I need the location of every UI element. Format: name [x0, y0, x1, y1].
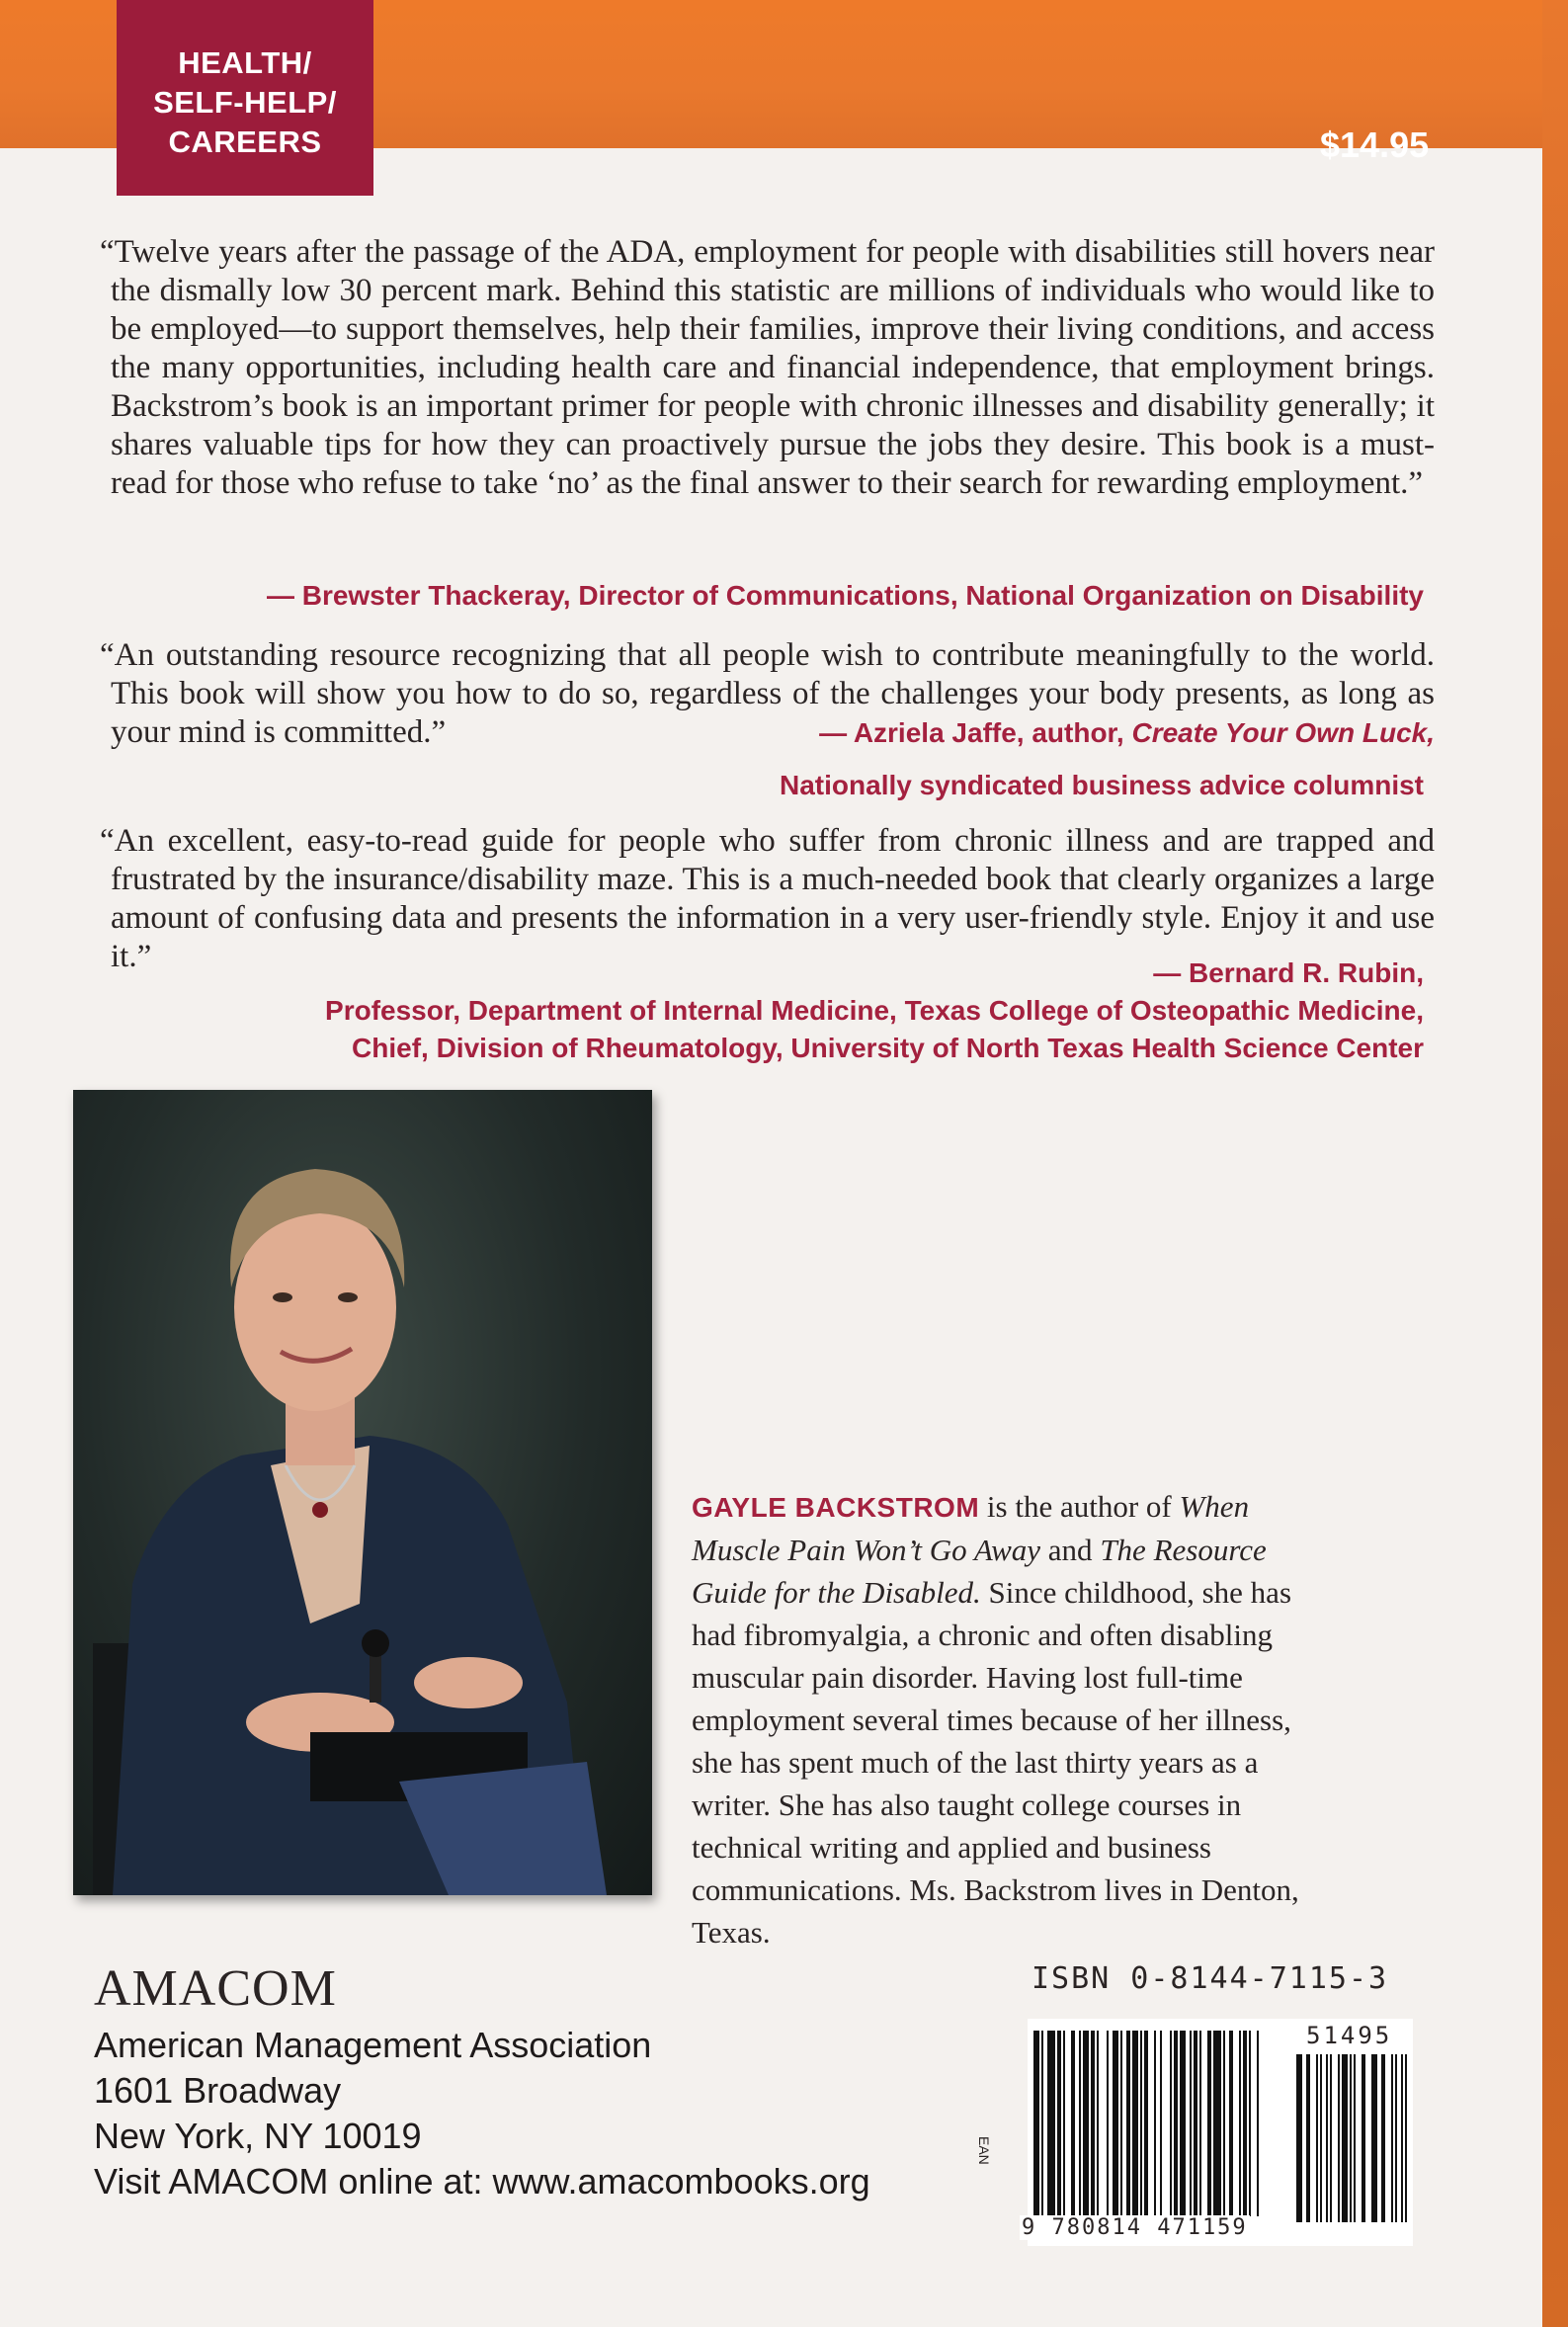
barcode-addon-bar — [1381, 2054, 1385, 2222]
barcode-bar — [1132, 2031, 1138, 2216]
barcode-bar — [1170, 2031, 1172, 2216]
barcode-bar — [1243, 2031, 1247, 2216]
publisher-name: AMACOM — [94, 1960, 337, 2017]
barcode-addon-bar — [1306, 2054, 1310, 2222]
barcode-bar — [1194, 2031, 1197, 2216]
barcode-bar — [1033, 2031, 1039, 2216]
quote-2-attribution — [819, 713, 1435, 752]
quote-1-text: “Twelve years after the passage of the ADA, employment for people with disabilities still hovers near the dismally low 30 percent mark. Behind this statistic are millions of individuals who would like to be employed—to support themselves, help their families, improve their living conditions, and access the many opportunities, including health care and financial independence, that employment brings. Backstrom’s book is an important primer for people with chronic illnesses and disability generally; it shares valuable tips for how they can proactively pursue the jobs they desire. This book is a must-read for those who refuse to take ‘no’ as the final answer to their search for rewarding employment.” — [100, 234, 1435, 501]
ean-number: 9 780814 471159 — [1022, 2215, 1248, 2240]
cover-edge — [1542, 0, 1568, 2327]
category-label-box — [117, 0, 373, 196]
barcode-addon-bar — [1405, 2054, 1407, 2222]
barcode-addon-bar — [1296, 2054, 1302, 2222]
barcode-addon-bar — [1395, 2054, 1397, 2222]
quote-2-attribution-prefix: — Azriela Jaffe, author, — [819, 717, 1132, 748]
barcode-addon-bar — [1391, 2054, 1393, 2222]
quote-3-text: “An excellent, easy-to-read guide for people who suffer from chronic illness and are trapped and frustrated by the insurance/disability maze. This is a much-needed book that clearly organizes a large amount of confusing data and presents the information in a very user-friendly style. Enjoy it and use it.” — [100, 823, 1435, 974]
isbn: ISBN 0-8144-7115-3 — [1032, 1961, 1389, 1996]
quote-2-book-title: Create Your Own Luck, — [1131, 717, 1435, 748]
barcode-bar — [1154, 2031, 1156, 2216]
quote-3 — [100, 822, 1435, 976]
author-bio — [692, 1485, 1324, 1953]
barcode-bar — [1091, 2031, 1095, 2216]
barcode-addon-bar — [1326, 2054, 1328, 2222]
quote-2-attribution-line-2: Nationally syndicated business advice columnist — [780, 770, 1424, 800]
barcode-addon-bar — [1330, 2054, 1332, 2222]
barcode-bar — [1071, 2031, 1075, 2216]
barcode-addon-bar — [1362, 2054, 1365, 2222]
quote-3-attribution-line-1: — Bernard R. Rubin, — [1153, 957, 1424, 988]
quote-1-attribution — [267, 577, 1424, 615]
barcode-bar — [1213, 2031, 1221, 2216]
bio-book-1: When Muscle Pain Won’t Go Away — [692, 1489, 1250, 1567]
barcode-bar — [1126, 2031, 1130, 2216]
publisher-block — [94, 1961, 870, 2204]
barcode-addon-bar — [1316, 2054, 1318, 2222]
barcode-bar — [1107, 2031, 1109, 2216]
bio-text-3: Since childhood, she has had fibromyalgia, a chronic and often disabling muscular pain disorder. Having lost full-time employment several times because of her illness, she has spent much of the last thirty years as a writer. She has also taught college courses in technical writing and applied and business communications. Ms. Backstrom lives in Denton, Texas. — [692, 1575, 1299, 1950]
quote-2 — [100, 636, 1435, 752]
barcode-addon-bar — [1342, 2054, 1348, 2222]
author-photo — [73, 1090, 652, 1895]
barcode-bar — [1057, 2031, 1061, 2216]
quote-1 — [100, 233, 1435, 503]
barcode-addon-bar — [1401, 2054, 1403, 2222]
barcode-addon-bar — [1354, 2054, 1356, 2222]
barcode-addon-bar — [1350, 2054, 1352, 2222]
barcode — [1028, 2019, 1413, 2246]
barcode-bar — [1257, 2031, 1259, 2216]
barcode-addon-bar — [1371, 2054, 1377, 2222]
barcode-bar — [1174, 2031, 1178, 2216]
barcode-bar — [1190, 2031, 1192, 2216]
ean-label: EAN — [976, 2136, 992, 2165]
author-name: GAYLE BACKSTROM — [692, 1492, 980, 1523]
publisher-city: New York, NY 10019 — [94, 2116, 422, 2156]
barcode-addon-bar — [1338, 2054, 1340, 2222]
barcode-bar — [1229, 2031, 1233, 2216]
barcode-bar — [1249, 2031, 1251, 2216]
barcode-bar — [1063, 2031, 1065, 2216]
barcode-bar — [1239, 2031, 1241, 2216]
quote-3-attribution-line-3: Chief, Division of Rheumatology, University of North Texas Health Science Center — [352, 1033, 1424, 1063]
quote-2-attribution-second — [780, 767, 1424, 804]
barcode-bar — [1160, 2031, 1162, 2216]
barcode-bar — [1047, 2031, 1055, 2216]
publisher-org: American Management Association — [94, 2025, 652, 2065]
category-line-3: CAREERS — [168, 125, 322, 159]
barcode-bar — [1041, 2031, 1043, 2216]
barcode-bar — [1140, 2031, 1142, 2216]
barcode-bars — [1028, 2019, 1413, 2246]
bio-text-1: is the author of — [979, 1489, 1180, 1524]
barcode-bar — [1120, 2031, 1122, 2216]
barcode-bar — [1097, 2031, 1099, 2216]
barcode-bar — [1079, 2031, 1081, 2216]
category-line-1: HEALTH/ — [178, 45, 312, 80]
barcode-bar — [1144, 2031, 1148, 2216]
barcode-bar — [1207, 2031, 1211, 2216]
category-line-2: SELF-HELP/ — [153, 85, 337, 120]
quote-3-attribution — [325, 955, 1424, 1067]
quote-1-attribution-line: — Brewster Thackeray, Director of Communications, National Organization on Disability — [266, 580, 1424, 611]
bio-text-2: and — [1040, 1533, 1101, 1567]
barcode-bar — [1223, 2031, 1225, 2216]
barcode-bar — [1180, 2031, 1186, 2216]
barcode-bar — [1199, 2031, 1201, 2216]
publisher-street: 1601 Broadway — [94, 2070, 342, 2111]
bio-book-2: The Resource Guide for the Disabled. — [692, 1533, 1267, 1610]
quote-2-body: “An outstanding resource recognizing that all people wish to contribute meaningfully to the world. This book will show you how to do so, regardless of the challenges your body presents, as long as your mind is committed.” — [100, 637, 1435, 750]
barcode-addon-bar — [1320, 2054, 1322, 2222]
publisher-website: Visit AMACOM online at: www.amacombooks.org — [94, 2161, 870, 2202]
quote-2-text — [100, 636, 1435, 752]
price: $14.95 — [1320, 125, 1430, 165]
barcode-bar — [1113, 2031, 1118, 2216]
barcode-addon-number: 51495 — [1306, 2022, 1393, 2049]
quote-3-attribution-line-2: Professor, Department of Internal Medicine, Texas College of Osteopathic Medicine, — [325, 995, 1424, 1026]
barcode-bar — [1083, 2031, 1089, 2216]
